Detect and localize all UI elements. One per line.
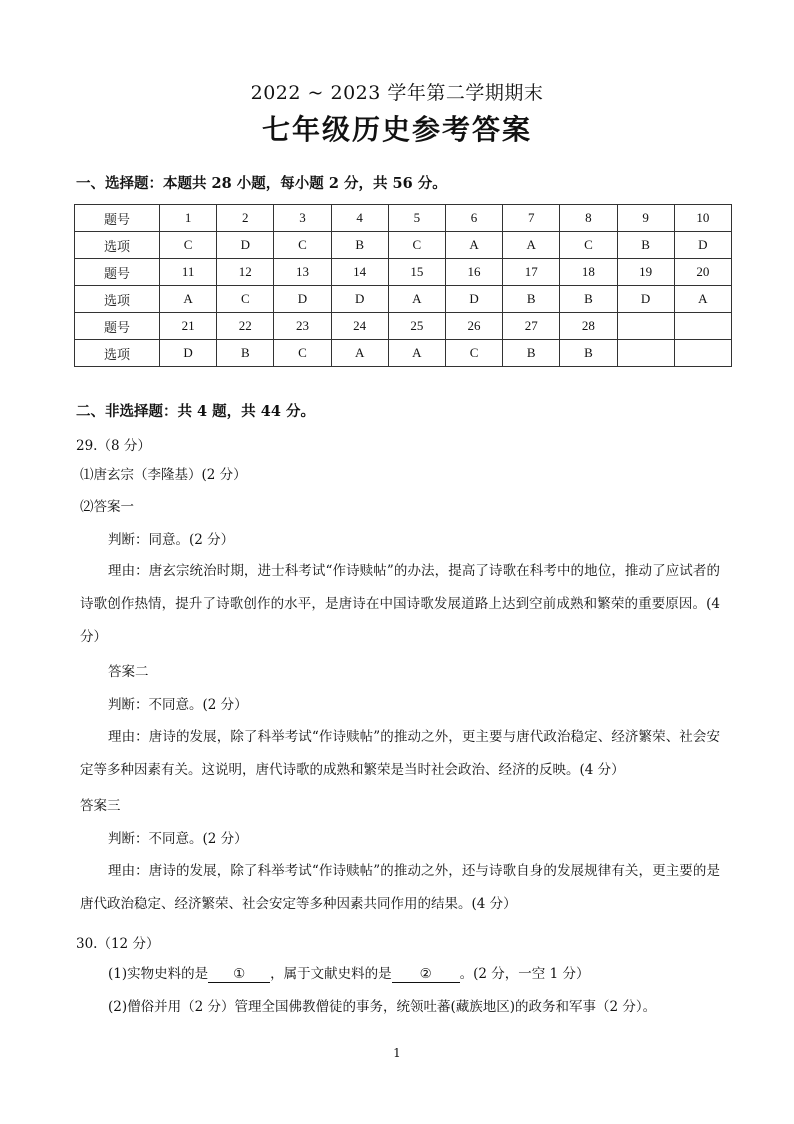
answer-cell: B [560,286,617,313]
answer-cell: A [388,340,445,367]
question-cell: 20 [674,259,731,286]
answer-cell: A [331,340,388,367]
answer-cell [674,340,731,367]
question-cell: 25 [388,313,445,340]
question-cell: 3 [274,205,331,232]
question-cell: 2 [217,205,274,232]
table-row-answer-1 [75,232,732,259]
answer-cell: B [503,286,560,313]
answer-cell: C [445,340,502,367]
question-cell: 6 [445,205,502,232]
question-row-label: 题号 [75,313,160,340]
table-row-question-1 [75,205,732,232]
q30-blank2: ② [392,966,460,983]
answer-cell: C [560,232,617,259]
table-row-question-2 [75,259,732,286]
q30-part1-suffix: 。(2 分，一空 1 分） [459,966,590,982]
answer-row-label: 选项 [75,340,160,367]
question-cell: 21 [160,313,217,340]
question-cell: 26 [445,313,502,340]
q30-part1-prefix: (1)实物史料的是 [108,966,209,982]
question-cell: 22 [217,313,274,340]
q29-number: 29.（8 分） [76,438,151,454]
table-row-question-3 [75,313,732,340]
q29-part1: ⑴唐玄宗（李隆基）(2 分） [80,467,247,483]
answer-cell: C [217,286,274,313]
question-cell: 1 [160,205,217,232]
question-cell: 16 [445,259,502,286]
question-cell: 9 [617,205,674,232]
q29-part2-label: ⑵答案一 [80,499,134,515]
q30-part2: (2)僧俗并用（2 分）管理全国佛教僧徒的事务，统领吐蕃(藏族地区)的政务和军事（2 分）。 [108,999,657,1015]
answer-cell [617,340,674,367]
question-cell: 15 [388,259,445,286]
question-cell: 19 [617,259,674,286]
answer-cell: A [674,286,731,313]
q29-answer1-judgment: 判断：同意。(2 分） [108,532,235,548]
question-cell: 28 [560,313,617,340]
answer-cell: A [160,286,217,313]
answer-cell: A [445,232,502,259]
answer-row-label: 选项 [75,232,160,259]
answer-cell: D [217,232,274,259]
answer-cell: D [445,286,502,313]
question-cell: 7 [503,205,560,232]
q29-answer2-judgment: 判断：不同意。(2 分） [108,697,248,713]
section2-heading: 二、非选择题：共 4 题，共 44 分。 [76,403,315,420]
answer-cell: C [160,232,217,259]
question-cell [617,313,674,340]
question-cell: 5 [388,205,445,232]
answer-table [74,204,732,367]
answer-cell: A [388,286,445,313]
page-title: 七年级历史参考答案 [261,113,532,146]
q30-blank1: ① [208,966,270,983]
question-cell: 14 [331,259,388,286]
question-cell: 8 [560,205,617,232]
question-cell: 17 [503,259,560,286]
q30-part1-middle: ，属于文献史料的是 [270,966,392,982]
question-cell: 11 [160,259,217,286]
section1-heading: 一、选择题：本题共 28 小题，每小题 2 分，共 56 分。 [76,175,447,192]
answer-cell: D [617,286,674,313]
answer-cell: D [674,232,731,259]
table-row-answer-2 [75,286,732,313]
q29-answer3-label: 答案三 [80,798,121,814]
question-cell: 12 [217,259,274,286]
answer-cell: A [503,232,560,259]
question-cell [674,313,731,340]
question-cell: 4 [331,205,388,232]
answer-cell: D [160,340,217,367]
question-cell: 27 [503,313,560,340]
answer-cell: B [217,340,274,367]
page-number: 1 [393,1046,401,1060]
q29-answer3-reason: 理由：唐诗的发展，除了科举考试“作诗赎帖”的推动之外，还与诗歌自身的发展规律有关，更主要的是唐代政治稳定、经济繁荣、社会安定等多种因素共同作用的结果。(4 分） [80,863,720,912]
q29-answer3-judgment: 判断：不同意。(2 分） [108,831,248,847]
question-row-label: 题号 [75,205,160,232]
question-row-label: 题号 [75,259,160,286]
q30-part1 [108,964,589,984]
table-row-answer-3 [75,340,732,367]
answer-cell: B [617,232,674,259]
question-cell: 18 [560,259,617,286]
answer-cell: B [503,340,560,367]
question-cell: 23 [274,313,331,340]
question-cell: 24 [331,313,388,340]
answer-cell: D [274,286,331,313]
q29-answer1-reason: 理由：唐玄宗统治时期，进士科考试“作诗赎帖”的办法，提高了诗歌在科考中的地位，推动了应试者的诗歌创作热情，提升了诗歌创作的水平，是唐诗在中国诗歌发展道路上达到空前成熟和繁荣的重要原因。(4 分） [80,563,720,645]
answer-row-label: 选项 [75,286,160,313]
q29-answer2-label: 答案二 [108,664,149,680]
q29-answer2-reason: 理由：唐诗的发展，除了科举考试“作诗赎帖”的推动之外，更主要与唐代政治稳定、经济繁荣、社会安定等多种因素有关。这说明，唐代诗歌的成熟和繁荣是当时社会政治、经济的反映。(4 分） [80,729,720,778]
answer-cell: D [331,286,388,313]
q30-number: 30.（12 分） [76,936,160,952]
question-cell: 13 [274,259,331,286]
answer-cell: B [331,232,388,259]
exam-term: 2022 ~ 2023 学年第二学期期末 [250,82,544,104]
answer-cell: C [274,340,331,367]
answer-cell: B [560,340,617,367]
answer-cell: C [388,232,445,259]
question-cell: 10 [674,205,731,232]
answer-cell: C [274,232,331,259]
